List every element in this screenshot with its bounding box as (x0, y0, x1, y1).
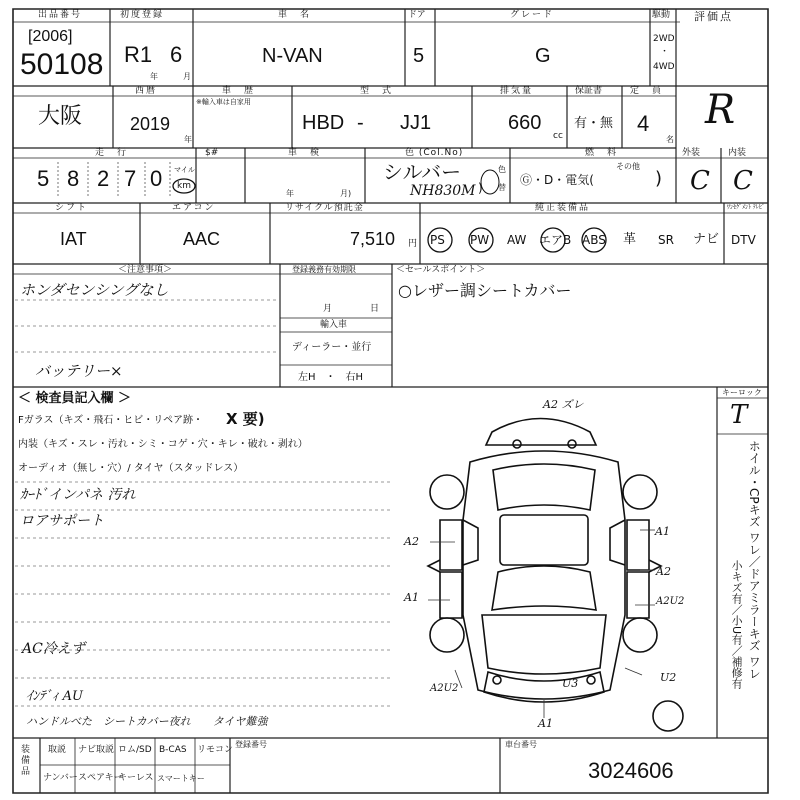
footer-cell-smart-key: スマートキー (157, 774, 205, 783)
footer-cell-remote: リモコン (197, 745, 234, 755)
keylock-note-1: ホイル・CPキズ ワレ／ドアミラーキズ ワレ (747, 440, 762, 680)
displacement: 660 (508, 112, 542, 134)
damage-mark: U3 (562, 677, 579, 690)
lot-year: [2006] (28, 28, 73, 45)
history-label: 車 歴 (222, 86, 256, 96)
history-note: ※輸入車は自家用 (196, 98, 251, 106)
first-reg-month-unit: 月 (183, 72, 191, 81)
keylock-note-2: 小キズ有／小U有／補修有 (730, 560, 744, 690)
footer-cell-manual: 取説 (48, 745, 67, 755)
model-year-unit: 年 (184, 135, 192, 144)
equipment-label: 純正装備品 (535, 203, 591, 213)
footer-cell-bcas: B-CAS (159, 745, 187, 755)
shift-label: シフト (55, 203, 89, 213)
color-code: NH830M (410, 183, 476, 199)
damage-mark: A1 (655, 525, 670, 538)
mileage-digit: 0 (150, 166, 163, 191)
score-value: R (705, 87, 736, 133)
inspector-hand-1: ｶｰﾄﾞインパネ 汚れ (20, 487, 136, 503)
recycle-label: リサイクル預託金 (285, 203, 364, 213)
western-year-label: 西暦 (135, 86, 158, 96)
unit-km: km (177, 181, 191, 191)
footer-cell-number: ナンバー (43, 773, 78, 783)
mileage-digit: 7 (124, 166, 137, 191)
first-reg-year-unit: 年 (150, 72, 158, 81)
footer-cell-keyless: キーレス (118, 773, 154, 783)
damage-mark: A2 (404, 535, 419, 548)
equip-airbag: エアB (539, 233, 572, 247)
damage-mark: A2U2 (656, 596, 685, 607)
exterior-label: 外装 (682, 148, 701, 158)
inspector-hand-5: ハンドルべた シートカバー夜れ タイヤ難強 (26, 715, 268, 728)
equip-dtv: DTV (731, 233, 756, 247)
displacement-label: 排気量 (500, 86, 534, 96)
inspector-glass: Fガラス（キズ・飛石・ヒビ・リペア跡・ (18, 415, 204, 426)
recycle-unit: 円 (408, 239, 418, 249)
equip-sunroof: SR (658, 233, 674, 247)
first-reg-era: R1 (124, 42, 153, 67)
mileage-digit: 8 (67, 166, 80, 191)
equip-leather: 革 (623, 232, 637, 247)
color-label: 色 (Col.No) (405, 148, 464, 158)
color-side-1: 色 (498, 165, 506, 174)
first-reg-label: 初度登録 (120, 10, 165, 20)
mileage-digit: 2 (97, 166, 110, 191)
keylock-label: キーロック (722, 388, 762, 397)
import-label: 輸入車 (320, 320, 348, 330)
footer-cell-navi-manual: ナビ取説 (78, 745, 115, 755)
inspector-hand-4: ｲﾝﾃﾞｨ AU (26, 689, 83, 704)
equip-aw: AW (507, 233, 527, 247)
inspector-title: ＜ 検査員記入欄 ＞ (18, 391, 132, 406)
capacity: 4 (637, 111, 650, 136)
damage-mark: A1 (538, 717, 553, 730)
inspector-interior: 内装（キズ・スレ・汚れ・シミ・コゲ・穴・キレ・破れ・剥れ） (18, 439, 308, 450)
caution-line-1: ホンダセンシングなし (20, 281, 169, 299)
drive-label: 駆動 (652, 10, 671, 20)
equip-abs: ABS (582, 233, 606, 247)
mileage-label: 走 行 (95, 148, 129, 158)
footer-cell-spare-key: スペアキー (78, 773, 123, 783)
equipment-side-label: 装備品 (19, 744, 29, 777)
door-count: 5 (413, 45, 425, 67)
drive-4wd: 4WD (653, 62, 675, 72)
door-label: ドア (408, 10, 426, 20)
shaken-month-unit: 月) (340, 189, 352, 198)
sales-point: ○レザー調シートカバー (398, 281, 572, 300)
damage-mark: A1 (404, 591, 419, 604)
reg-day-unit: 日 (370, 304, 380, 314)
color-paren: ) (478, 181, 483, 195)
interior-label: 内装 (728, 148, 747, 158)
damage-mark: U2 (660, 671, 677, 684)
equip-ps: PS (430, 233, 445, 247)
grade: G (535, 45, 551, 67)
reg-number-label: 登録番号 (235, 740, 267, 749)
sales-point-label: ＜セールスポイント＞ (396, 265, 486, 275)
reg-expiry-label: 登録義務有効期限 (292, 265, 356, 274)
caution-label: ＜注意事項＞ (118, 265, 173, 275)
chassis-number: 3024606 (588, 758, 674, 783)
recycle-value: 7,510 (350, 229, 396, 249)
fuel-other-label: その他 (616, 162, 640, 171)
grade-label: グレード (510, 10, 555, 20)
warranty-options: 有・無 (574, 116, 614, 131)
model-year: 2019 (130, 114, 171, 134)
type-prefix: HBD (302, 112, 345, 134)
type-code: JJ1 (400, 112, 432, 134)
inspector-hand-2: ロアサポート (20, 513, 104, 529)
model-name: N-VAN (262, 45, 323, 67)
lot-label: 出品番号 (38, 10, 83, 20)
interior-grade: C (733, 166, 753, 196)
reg-month-unit: 月 (323, 304, 333, 314)
fuel-close: ) (655, 168, 663, 189)
fuel-label: 燃 料 (585, 148, 619, 158)
shaken-year-unit: 年 (286, 189, 294, 198)
displacement-unit: cc (553, 131, 563, 141)
import-value: ディーラー・並行 (292, 342, 372, 353)
damage-mark: A2U2 (430, 683, 459, 694)
equip-pw: PW (470, 233, 490, 247)
one-seg-label: ﾜﾝｾｸﾞﾒﾝﾄ ﾃﾚﾋﾞ (727, 204, 765, 211)
model-name-label: 車 名 (278, 10, 312, 20)
capacity-label: 定 員 (630, 86, 664, 96)
type-label: 型 式 (360, 86, 394, 96)
shift-value: IAT (60, 229, 87, 249)
ac-value: AAC (183, 229, 221, 249)
drive-2wd: 2WD (653, 34, 675, 44)
fuel-options: Ⓖ・D・電気( (520, 173, 594, 187)
score-label: 評価点 (694, 10, 733, 23)
drive-dot: ・ (660, 47, 670, 57)
sj-label: $# (205, 148, 219, 158)
footer-cell-rom: ロム/SD (118, 745, 152, 755)
region: 大阪 (38, 104, 83, 129)
caution-line-2: バッテリー× (35, 362, 123, 380)
damage-mark: A2 ズレ (543, 398, 584, 411)
equip-navi: ナビ (693, 232, 720, 247)
mileage-digit: 5 (37, 166, 50, 191)
color-name: シルバー (383, 160, 462, 184)
unit-mile: マイル (174, 166, 195, 174)
inspector-hand-3: AC冷えず (22, 641, 85, 657)
warranty-label: 保証書 (575, 86, 603, 96)
shaken-label: 車 検 (288, 148, 322, 158)
damage-mark: A2 (656, 565, 671, 578)
steering-value: 左H ・ 右H (298, 372, 364, 383)
first-reg-month: 6 (170, 42, 183, 67)
exterior-grade: C (690, 166, 710, 196)
inspector-audio: オーディオ（無し・穴）/ タイヤ（スタッドレス） (18, 463, 244, 474)
color-side-2: 替 (498, 183, 506, 192)
ac-label: エアコン (172, 203, 216, 213)
inspector-glass-mark: X 要) (226, 410, 265, 428)
type-dash: - (357, 112, 364, 134)
chassis-label: 車台番号 (505, 740, 537, 749)
capacity-unit: 名 (666, 135, 674, 144)
keylock-value: T (730, 400, 748, 430)
lot-number: 50108 (20, 48, 104, 81)
